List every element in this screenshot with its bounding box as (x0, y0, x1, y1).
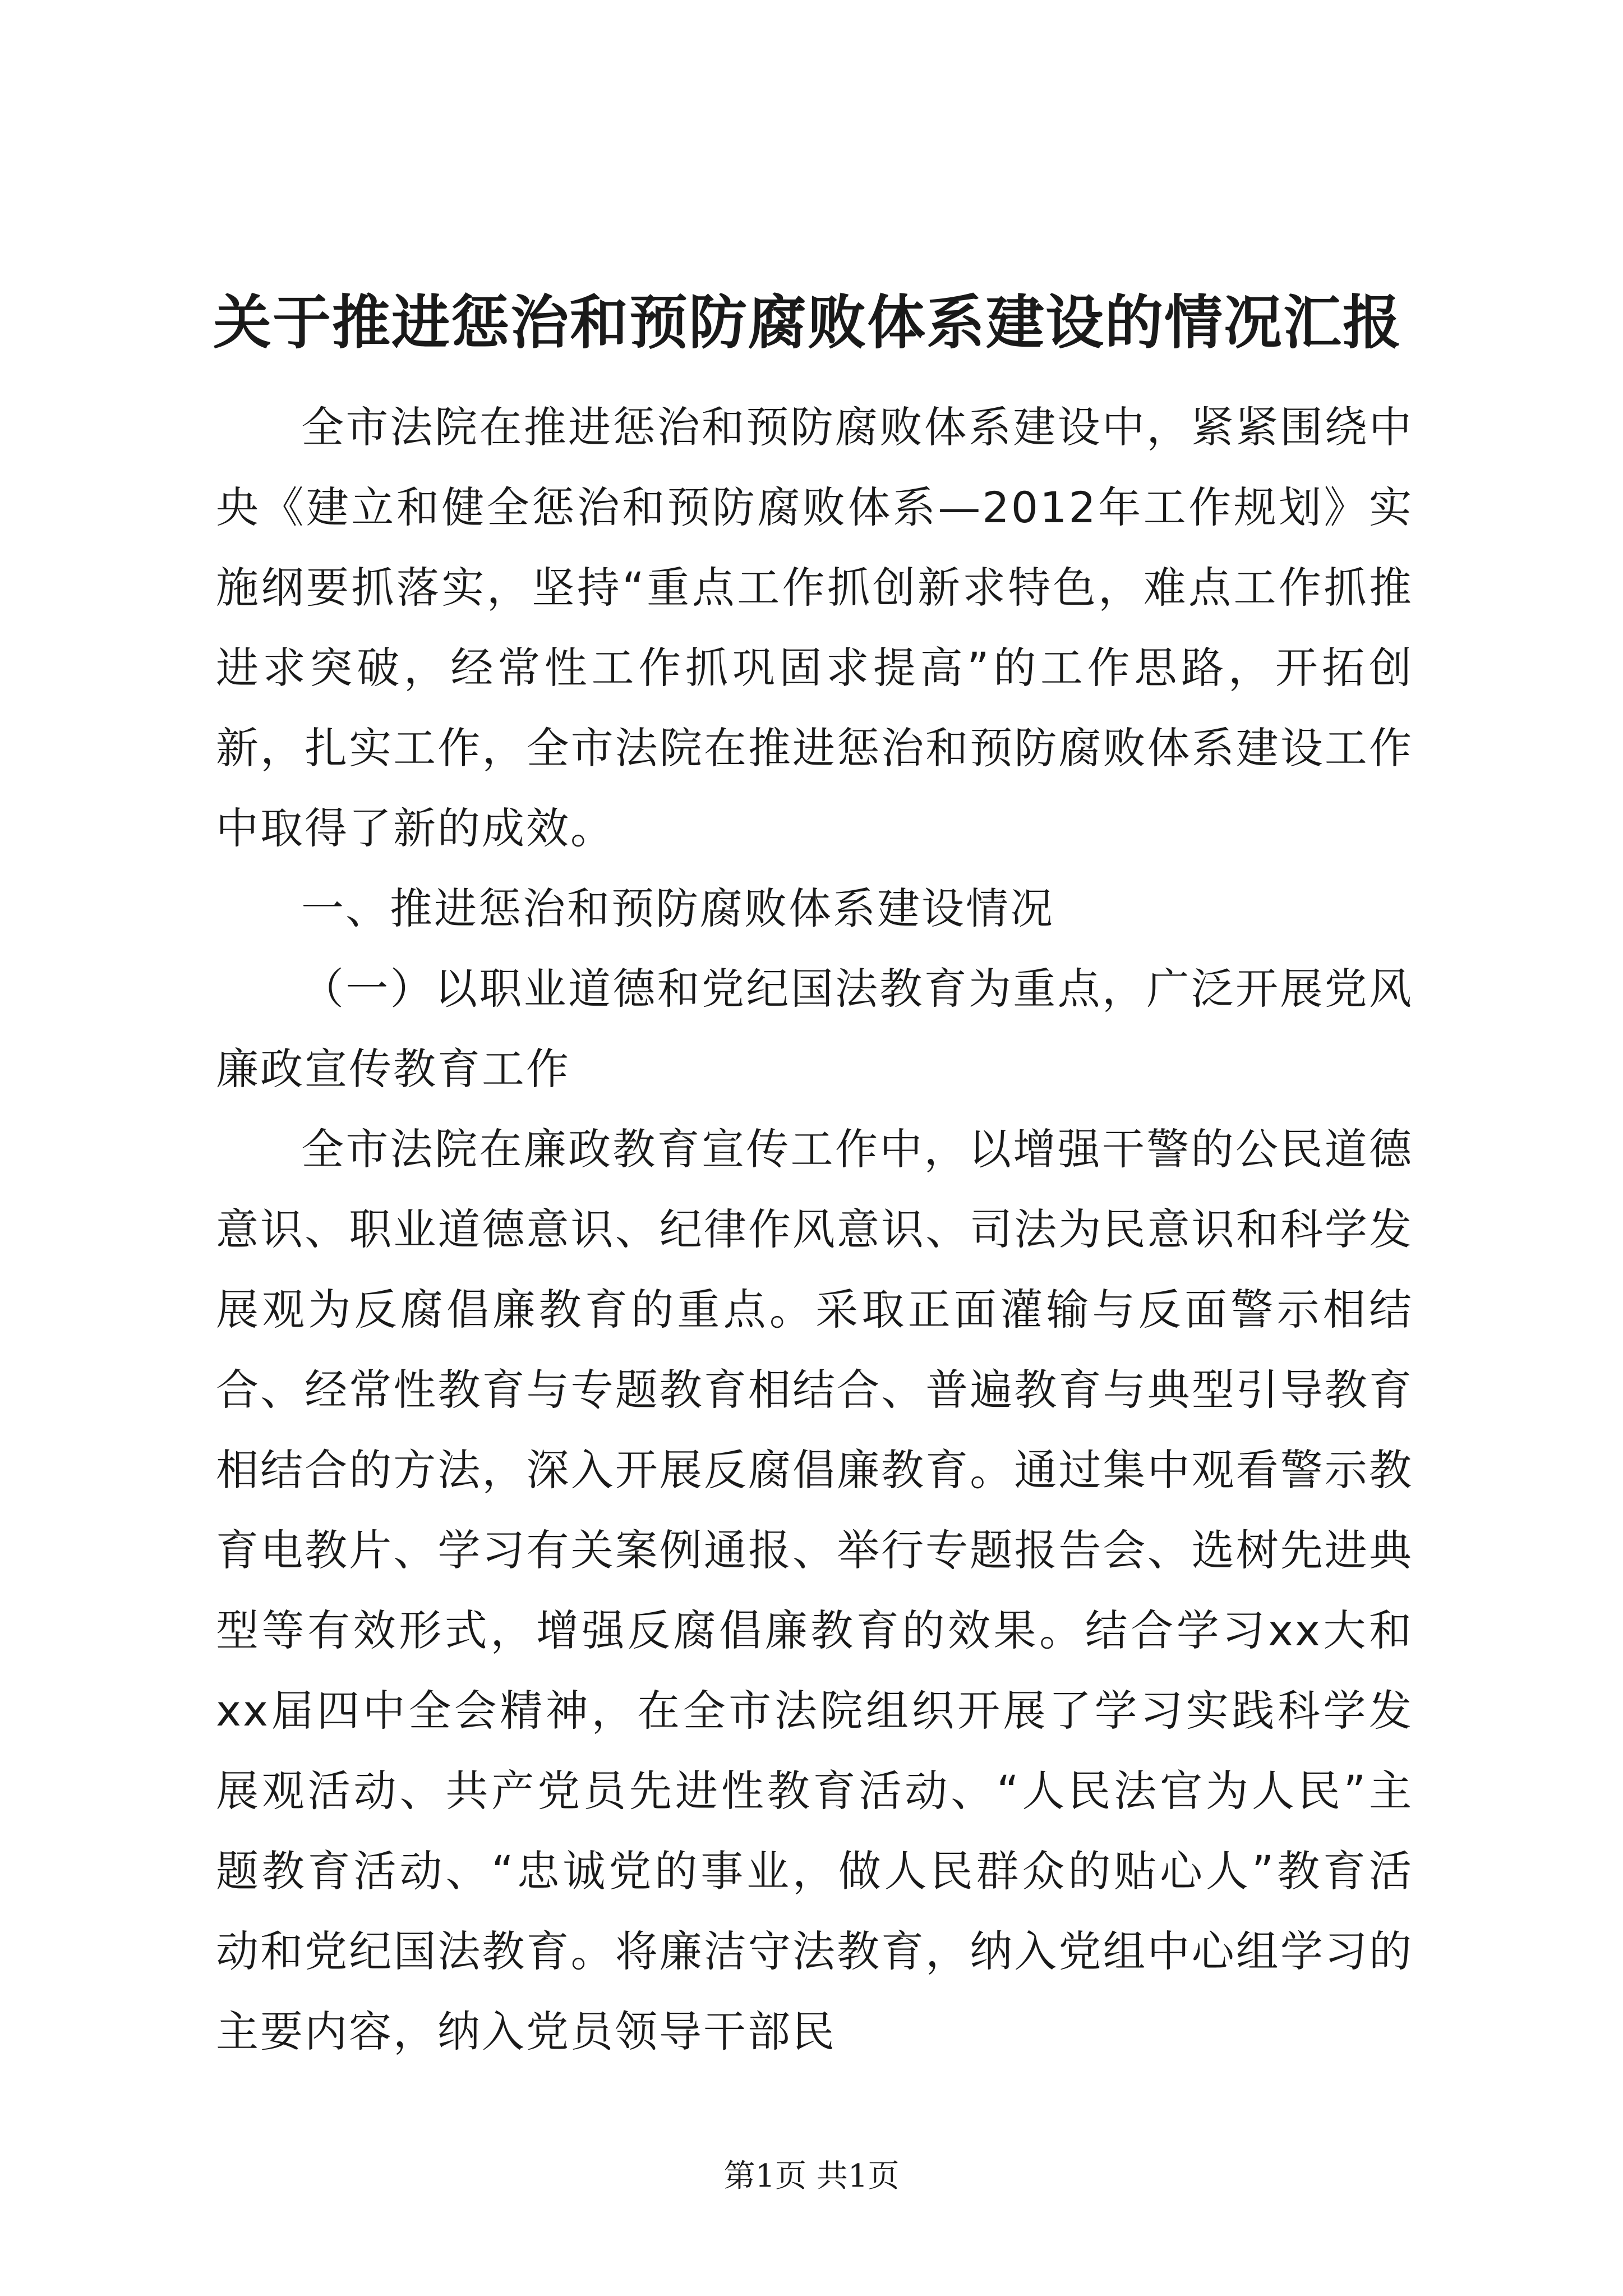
subsection-heading-1: （一）以职业道德和党纪国法教育为重点，广泛开展党风廉政宣传教育工作 (216, 964, 1413, 1094)
paragraph-education: 全市法院在廉政教育宣传工作中，以增强干警的公民道德意识、职业道德意识、纪律作风意识、司法为民意识和科学发展观为反腐倡廉教育的重点。采取正面灌输与反面警示相结合、经常性教育与专题教育相结合、普遍教育与典型引导教育相结合的方法，深入开展反腐倡廉教育。通过集中观看警示教育电教片、学习有关案例通报、举行专题报告会、选树先进典型等有效形式，增强反腐倡廉教育的效果。结合学习xx大和xx届四中全会精神，在全市法院组织开展了学习实践科学发展观活动、共产党员先进性教育活动、“人民法官为人民”主题教育活动、“忠诚党的事业，做人民群众的贴心人”教育活动和党纪国法教育。将廉洁守法教育，纳入党组中心组学习的主要内容，纳入党员领导干部民 (216, 1124, 1413, 2056)
paragraph-intro: 全市法院在推进惩治和预防腐败体系建设中，紧紧围绕中央《建立和健全惩治和预防腐败体系—2012年工作规划》实施纲要抓落实，坚持“重点工作抓创新求特色，难点工作抓推进求突破，经常性工作抓巩固求提高”的工作思路，开拓创新，扎实工作，全市法院在推进惩治和预防腐败体系建设工作中取得了新的成效。 (216, 402, 1413, 853)
section-heading-1: 一、推进惩治和预防腐败体系建设情况 (301, 884, 1054, 933)
document-body (216, 387, 1413, 2072)
document-title: 关于推进惩治和预防腐败体系建设的情况汇报 (213, 288, 1403, 357)
page-footer: 第1页 共1页 (723, 2158, 900, 2194)
